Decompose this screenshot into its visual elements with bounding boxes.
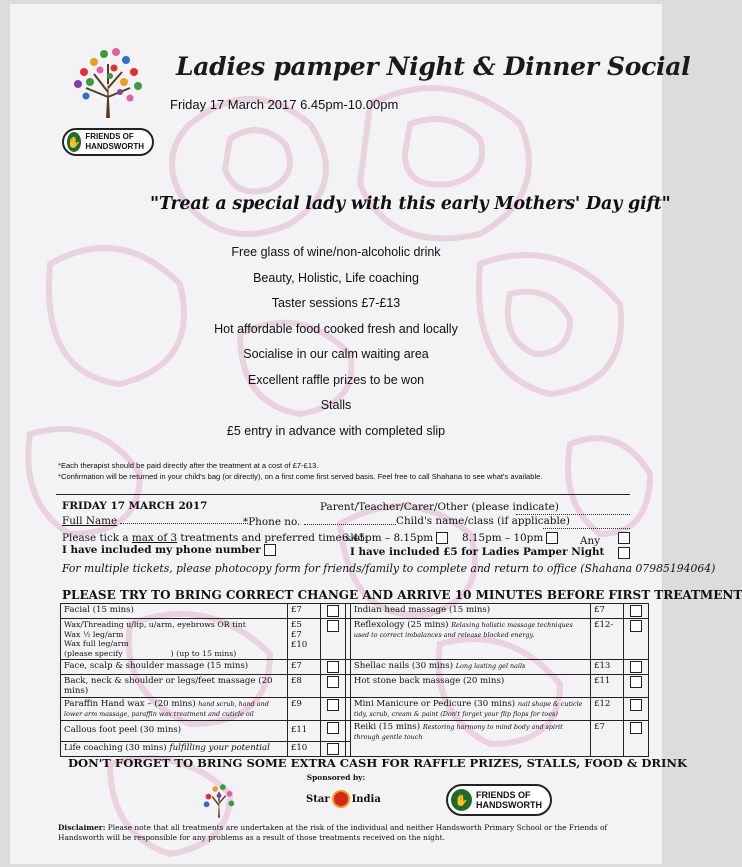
phone-included-checkbox[interactable] [264,544,276,556]
star-of-india-text: India [351,793,381,805]
tree-logo-small-icon [198,780,240,820]
treatment-checkbox[interactable] [327,699,339,711]
table-row [61,698,649,721]
disclaimer-text: Please note that all treatments are undertaken at the risk of the individual and neither Handsworth Primary School or the Friends of Handsworth will be responsible for any problems as a result of those treatments received on the night. [58,823,608,842]
treatment-checkbox[interactable] [630,620,642,632]
treatment-checkbox-cell[interactable] [624,604,649,619]
treatment-price: £11 [591,675,624,698]
child-label: Child's name/class (if applicable) [396,515,570,527]
treatment-mini-manicure: Mini Manicure or Pedicure (30 mins) nail shape & cuticle tidy, scrub, cream & paint (Don't forget your flip flops for toes) [350,698,590,721]
phone-included-label: I have included my phone number [62,544,261,556]
tagline: "Treat a special lady with this early Mothers' Day gift" [150,194,671,214]
handprint-icon: ✋ [451,789,472,811]
treatment-price: £7 [287,604,320,619]
phone-included-row [62,544,276,556]
instructions-heading: PLEASE TRY TO BRING CORRECT CHANGE AND ARRIVE 10 MINUTES BEFORE FIRST TREATMENT [62,588,742,602]
phone-field[interactable] [304,514,396,525]
treatment-checkbox[interactable] [630,676,642,688]
slot-1-checkbox[interactable] [436,532,448,544]
star-of-india-logo [306,786,386,812]
tick-suffix: treatments and preferred time slot: [177,532,368,544]
wax-line: (please specify ) (up to 15 mins) [64,648,237,658]
tree-logo-icon [64,42,152,120]
slot-3-label: Any [580,535,601,547]
treatment-checkbox-cell[interactable] [320,675,345,698]
full-name-label: Full Name [62,515,118,527]
feature-item: Socialise in our calm waiting area [243,347,429,361]
treatment-checkbox-cell[interactable] [624,721,649,757]
treatment-price: £8 [287,675,320,698]
treatment-checkbox-cell[interactable] [624,660,649,675]
handprint-icon: ✋ [67,132,81,152]
treatment-checkbox-cell[interactable] [624,675,649,698]
treatment-name: Indian head massage (15 mins) [350,604,590,619]
treatment-checkbox-cell[interactable] [624,698,649,721]
treatment-checkbox-cell[interactable] [320,604,345,619]
sponsor-text: FRIENDS OF [476,790,531,800]
flyer-page [10,4,742,864]
treatment-checkbox[interactable] [327,605,339,617]
tick-max: max of 3 [131,532,178,544]
treatment-checkbox[interactable] [327,661,339,673]
slot-1 [342,532,448,544]
slot-3-checkbox[interactable] [618,532,630,544]
treatment-checkbox-cell[interactable] [320,698,345,721]
treatment-name: Facial (15 mins) [61,604,288,619]
slot-2 [462,532,558,544]
treatment-checkbox-cell[interactable] [320,660,345,675]
treatment-checkbox-cell[interactable] [320,721,345,742]
footnotes [58,460,542,482]
table-row [61,721,649,742]
logo-text-line2: HANDSWORTH [85,142,144,151]
relation-label: Parent/Teacher/Carer/Other (please indicate) [320,501,559,513]
tick-prefix: Please tick a [62,532,132,544]
treatment-checkbox[interactable] [630,661,642,673]
feature-item: Stalls [320,398,352,412]
event-date: Friday 17 March 2017 6.45pm-10.00pm [170,97,399,112]
treatment-reiki: Reiki (15 mins) Restoring harmony to mind body and spirit through gentle touch [350,721,590,757]
treatment-price: £13 [591,660,624,675]
friends-of-handsworth-sponsor-logo [446,784,552,816]
treatment-shellac: Shellac nails (30 mins) Long lasting gel nails [350,660,590,675]
disclaimer [58,823,632,843]
treatment-checkbox[interactable] [327,620,339,632]
slot-2-checkbox[interactable] [546,532,558,544]
treatment-name: Hot stone back massage (20 mins) [350,675,590,698]
treatment-checkbox[interactable] [327,676,339,688]
sponsored-by-label: Sponsored by: [306,773,366,782]
full-name-row [62,513,248,527]
treatment-wax [61,619,288,660]
child-field[interactable] [543,518,630,529]
treatment-checkbox-cell[interactable] [624,619,649,660]
disclaimer-label: Disclaimer: [58,823,106,832]
treatment-checkbox-cell[interactable] [320,619,345,660]
friends-of-handsworth-logo [62,128,154,156]
table-row [61,660,649,675]
wax-line: Wax ½ leg/arm [64,629,124,639]
fee-included-checkbox[interactable] [618,547,630,559]
treatment-name: Face, scalp & shoulder massage (15 mins) [61,660,288,675]
treatment-life-coaching: Life coaching (30 mins) fulfilling your potential [61,742,288,757]
footer-reminder: DON'T FORGET TO BRING SOME EXTRA CASH FOR RAFFLE PRIZES, STALLS, FOOD & DRINK [68,756,688,770]
tick-instructions [62,532,368,544]
slot-2-label: 8.15pm – 10pm [462,532,544,544]
treatment-price: £11 [287,721,320,742]
treatment-price: £10 [287,742,320,757]
feature-item: Hot affordable food cooked fresh and locally [214,321,458,336]
treatment-price: £12 [591,698,624,721]
star-of-india-text: Star [306,793,330,805]
form-date: FRIDAY 17 MARCH 2017 [62,500,208,512]
feature-item: Beauty, Holistic, Life coaching [253,270,419,285]
wax-line: Wax/Threading u/lip, u/arm, eyebrows OR tint [64,620,246,629]
treatment-paraffin: Paraffin Hand wax – (20 mins) hand scrub, hand and lower arm massage, paraffin wax treatment and cuticle oil [61,698,288,721]
wax-line: Wax full leg/arm [64,639,129,648]
treatment-price: £7 [591,604,624,619]
treatment-checkbox[interactable] [630,605,642,617]
treatments-table [60,603,649,757]
full-name-field[interactable] [120,513,248,524]
sponsor-text: HANDSWORTH [476,800,542,810]
multiple-tickets-note: For multiple tickets, please photocopy form for friends/family to complete and return to office (Shahana 07985194064) [62,562,716,575]
slot-1-label: 6.45pm – 8.15pm [342,532,434,544]
treatment-reflexology: Reflexology (25 mins) Relaxing holistic massage techniques used to correct imbalances and release blocked energy. [350,619,590,660]
feature-item: Free glass of wine/non-alcoholic drink [231,245,441,259]
treatment-name: Callous foot peel (30 mins) [61,721,288,742]
treatment-price: £7 [287,660,320,675]
fee-included-label: I have included £5 for Ladies Pamper Night [350,546,605,558]
table-row [61,619,649,660]
treatment-price: £12- [591,619,624,660]
feature-item: Excellent raffle prizes to be won [247,372,425,387]
phone-row [243,514,396,528]
treatment-name: Back, neck & shoulder or legs/feet massage (20 mins) [61,675,288,698]
treatment-checkbox[interactable] [630,722,642,734]
footnote: *Confirmation will be returned in your child's bag (or directly), on a first come first served basis. Feel free to call Shahana to see what's available. [58,472,543,481]
treatment-checkbox[interactable] [327,743,339,755]
logo-text-line1: FRIENDS OF [85,132,134,141]
treatment-price: £5 £7 £10 [287,619,320,660]
event-title: Ladies pamper Night & Dinner Social [176,52,691,81]
treatment-price: £7 [591,721,624,757]
treatment-price: £9 [287,698,320,721]
footnote: *Each therapist should be paid directly after the treatment at a cost of £7-£13. [58,461,319,470]
star-of-india-emblem-icon [332,790,350,808]
treatment-checkbox[interactable] [630,699,642,711]
table-row [61,675,649,698]
phone-label: *Phone no. [243,516,301,528]
treatment-checkbox[interactable] [327,722,339,734]
feature-item: £5 entry in advance with completed slip [226,423,446,438]
table-row [61,604,649,619]
feature-list [10,242,662,446]
treatment-checkbox-cell[interactable] [320,742,345,757]
relation-field[interactable] [516,504,630,515]
feature-item: Taster sessions £7-£13 [271,296,401,310]
divider [56,494,630,495]
